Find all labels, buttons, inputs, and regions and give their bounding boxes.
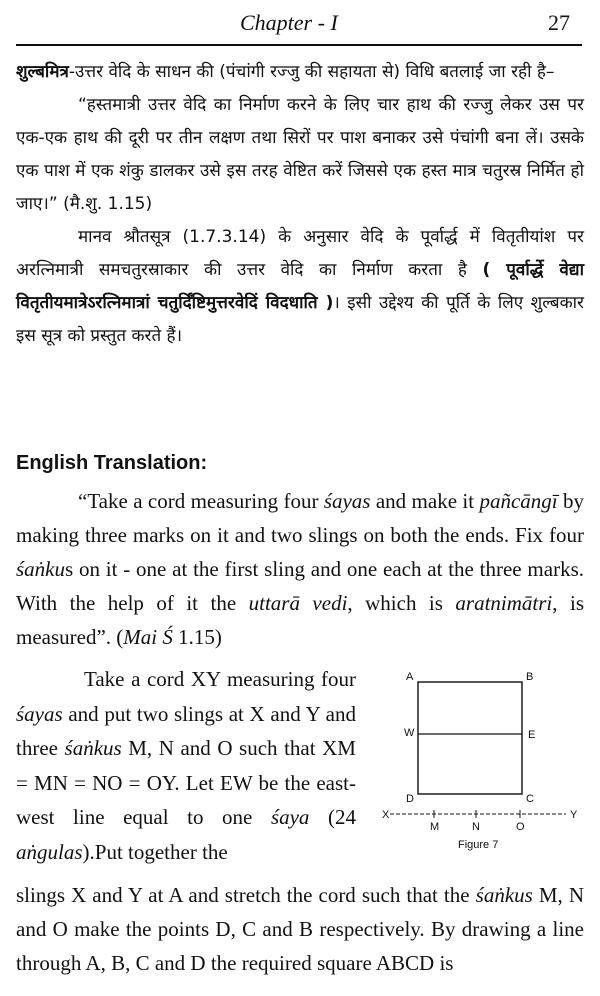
term-sankus-2: śaṅkus: [475, 883, 533, 907]
hindi-para3-b: । इसी उद्देश्य की पूर्ति के लिए शुल्बकार इस सूत्र को प्रस्तुत करते हैं।: [16, 293, 584, 346]
term-sayas-2: śayas: [16, 701, 63, 726]
page-number: 27: [548, 10, 570, 35]
label-o: O: [516, 821, 525, 833]
label-x: X: [382, 809, 390, 821]
figure-caption: Figure 7: [458, 839, 499, 851]
closing-text-3: M, N and O make the points D, C and B respectively. By drawing a line through A, B, C and D the required square ABCD is: [16, 883, 584, 975]
label-b: B: [526, 671, 534, 683]
closing-text-1: slings X and Y at A and stretch the cord such that the: [16, 883, 476, 907]
translation-text-13: 1.15): [172, 625, 222, 649]
explain-text-7: (24: [309, 805, 356, 829]
translation-text-9: , which is: [347, 591, 456, 615]
english-translation-heading: English Translation:: [16, 452, 208, 474]
hindi-paragraph-2: “हस्तमात्री उत्तर वेदि का निर्माण करने के लिए चार हाथ की रज्जु लेकर उस पर एक-एक हाथ की दूरी पर तीन लक्षण तथा सिरों पर पाश बनाकर उसे पंचांगी बना लें। उसके एक पाश में एक शंकु डालकर उसे इस तरह वेष्टित करें जिससे एक हस्त मात्र चतुरस्र निर्मित हो जाए।” (मै.शु. 1.15): [16, 95, 584, 214]
explain-text-9: ).Put together the: [82, 839, 228, 864]
hindi-para1-text: -उत्तर वेदि के साधन की (पंचांगी रज्जु की सहायता से) विधि बतलाई जा रही है–: [68, 62, 555, 82]
translation-text-3: and make it: [370, 489, 480, 513]
citation-mai-s: Mai Ś: [123, 625, 173, 649]
explain-text-5: M, N and O such that XM = MN = NO = OY. Let EW be the east-west line equal to one: [16, 736, 356, 829]
hindi-paragraph-1: [16, 56, 584, 89]
header-rule: [16, 44, 582, 46]
closing-paragraph: [16, 878, 584, 980]
translation-text-7: s on it - one at the first sling and one each at the three marks. With the help of it the: [16, 557, 584, 615]
term-sayas: śayas: [323, 489, 371, 513]
hindi-para3-a: मानव श्रौतसूत्र (1.7.3.14) के अनुसार वेदि के पूर्वार्द्ध में वितृतीयांश पर अरत्निमात्री समचतुरस्राकार की उत्तर वेदि का निर्माण करता है: [16, 227, 584, 280]
label-c: C: [526, 793, 534, 805]
label-d: D: [406, 793, 414, 805]
term-aratnimatri: aratnimātri: [455, 591, 553, 615]
figure-7-diagram: [376, 664, 588, 864]
term-sanku: śaṅku: [16, 557, 65, 581]
hindi-sutra-quote: ( पूर्वार्द्धे वेद्या वितृतीयमात्रेऽरत्निमात्रां चतुर्दिंष्टिमुत्तरवेदिं विदधाति ): [16, 260, 584, 313]
term-uttara-vedi: uttarā vedi: [248, 591, 348, 615]
translation-text-11: , is measured”. (: [16, 591, 584, 649]
chapter-title: Chapter - I: [240, 10, 338, 35]
hindi-paragraph-3: [16, 221, 584, 353]
translation-text-1: “Take a cord measuring four: [78, 489, 324, 513]
label-w: W: [404, 727, 415, 739]
label-e: E: [528, 729, 536, 741]
translation-paragraph: [16, 484, 584, 654]
explain-text-3: and put two slings at X and Y and three: [16, 701, 356, 760]
term-sankus: śaṅkus: [64, 736, 122, 760]
term-angulas: aṅgulas: [16, 839, 83, 864]
label-n: N: [472, 821, 480, 833]
square-abcd: [418, 682, 522, 794]
label-a: A: [406, 671, 414, 683]
term-saya: śaya: [270, 805, 310, 829]
term-pancangi: pañcāngī: [479, 489, 558, 513]
explain-text-1: Take a cord XY measuring four: [84, 667, 356, 691]
translation-text-5: by making three marks on it and two slings on both the ends. Fix four: [16, 489, 585, 547]
explanation-paragraph: [16, 662, 356, 869]
label-m: M: [430, 821, 440, 833]
hindi-section: [16, 56, 584, 353]
label-y: Y: [570, 809, 578, 821]
hindi-lead-term: शुल्बमित्र: [16, 62, 69, 82]
page-header: [0, 0, 600, 46]
